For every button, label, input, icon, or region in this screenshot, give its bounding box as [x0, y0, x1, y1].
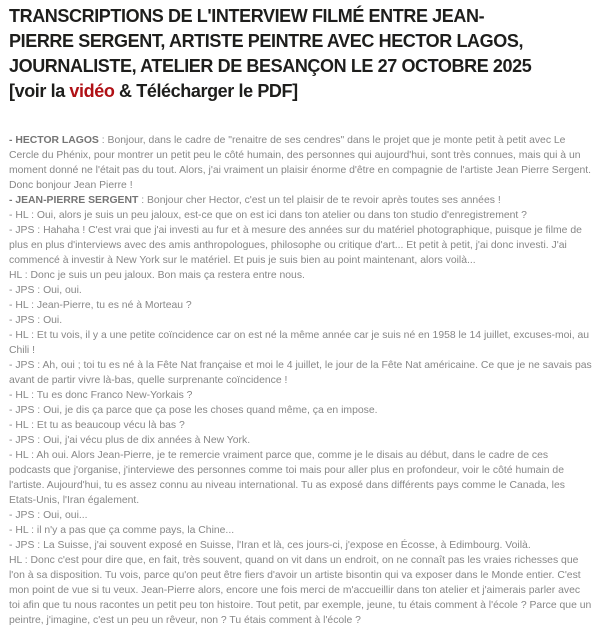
utterance-text: - HL : Jean-Pierre, tu es né à Morteau ?	[9, 300, 192, 311]
link-line-close-bracket: ]	[292, 81, 298, 101]
utterance-text: HL : Donc je suis un peu jaloux. Bon mais ça restera entre nous.	[9, 270, 305, 281]
transcript-paragraph	[9, 268, 592, 283]
title-links-line	[9, 79, 592, 104]
transcript-paragraph	[9, 358, 592, 388]
utterance-text: - JPS : Oui, j'ai vécu plus de dix années à New York.	[9, 435, 251, 446]
transcript-paragraph	[9, 448, 592, 508]
utterance-text: - JPS : Oui.	[9, 315, 63, 326]
page-title	[9, 4, 592, 79]
video-link[interactable]: vidéo	[69, 81, 115, 101]
utterance-text: - HL : Tu es donc Franco New-Yorkais ?	[9, 390, 193, 401]
transcript-paragraph	[9, 328, 592, 358]
transcript-paragraph	[9, 403, 592, 418]
title-line-3: JOURNALISTE, ATELIER DE BESANÇON LE 27 OCTOBRE 2025	[9, 56, 532, 76]
transcript-paragraph	[9, 193, 592, 208]
utterance-text: - HL : il n'y a pas que ça comme pays, la Chine...	[9, 525, 235, 536]
title-line-1: TRANSCRIPTIONS DE L'INTERVIEW FILMÉ ENTRE JEAN-	[9, 6, 485, 26]
transcript-paragraph	[9, 133, 592, 193]
download-pdf-link[interactable]: Télécharger le PDF	[136, 81, 293, 101]
speaker-name: - HECTOR LAGOS	[9, 135, 99, 146]
utterance-text: - JPS : Ah, oui ; toi tu es né à la Fête Nat française et moi le 4 juillet, le jour de la Fête Nat américaine. Ce que je ne savais pas avant de partir vivre là-bas, quelle surprenante coïncidence !	[9, 360, 592, 386]
page-header	[9, 4, 592, 104]
transcript-body	[9, 133, 592, 628]
speaker-name: - JEAN-PIERRE SERGENT	[9, 195, 139, 206]
transcript-paragraph	[9, 208, 592, 223]
utterance-text: - HL : Et tu vois, il y a une petite coïncidence car on est né la même année car je suis né en 1958 le 14 juillet, excuses-moi, au Chili !	[9, 330, 590, 356]
utterance-text: - JPS : Oui, oui...	[9, 510, 88, 521]
title-line-2: PIERRE SERGENT, ARTISTE PEINTRE AVEC HECTOR LAGOS,	[9, 31, 524, 51]
transcript-paragraph	[9, 313, 592, 328]
transcript-paragraph	[9, 388, 592, 403]
link-line-ampersand: &	[114, 81, 137, 101]
link-line-open-bracket: [voir la	[9, 81, 70, 101]
transcript-paragraph	[9, 223, 592, 268]
utterance-text: : Bonjour cher Hector, c'est un tel plaisir de te revoir après toutes ses années !	[138, 195, 501, 206]
utterance-text: - JPS : La Suisse, j'ai souvent exposé en Suisse, l'Iran et là, ces jours-ci, j'expose en Écosse, à Edimbourg. Voilà.	[9, 540, 531, 551]
utterance-text: - HL : Ah oui. Alors Jean-Pierre, je te remercie vraiment parce que, comme je le disais au début, dans le cadre de ces podcasts que j'organise, j'interviewe des personnes comme toi mais pour aller plus en profondeur, voir le côté humain de l'artiste. Aujourd'hui, tu es assez connu au niveau international. Tu as exposé dans différents pays comme le Canada, les Etats-Unis, l'Iran également.	[9, 450, 565, 506]
transcript-paragraph	[9, 538, 592, 553]
utterance-text: - JPS : Oui, je dis ça parce que ça pose les choses quand même, ça en impose.	[9, 405, 378, 416]
transcript-paragraph	[9, 298, 592, 313]
transcript-paragraph	[9, 433, 592, 448]
utterance-text: HL : Donc c'est pour dire que, en fait, très souvent, quand on vit dans un endroit, on ne connaît pas les vraies richesses que l'on à sa disposition. Tu vois, parce qu'on peut être fiers d'avoir un artiste bisontin qui va exposer dans le Monde entier. C'est mon point de vue si tu veux. Jean-Pierre alors, encore une fois merci de m'accueillir dans ton atelier et j'aimerais parler avec toi afin que tu nous racontes un petit peu ton histoire. Tout petit, par exemple, jeune, tu étais comment à l'école ? Parce que un peintre, j'imagine, c'est un peu un rêveur, non ? Tu étais comment à l'école ?	[9, 555, 592, 626]
transcript-paragraph	[9, 523, 592, 538]
utterance-text: : Bonjour, dans le cadre de "renaitre de ses cendres" dans le projet que je monte petit à petit avec Le Cercle du Phénix, pour montrer un petit peu le côté humain, des personnes qui aujourd'hui, sont très connues, mais qui à un moment donné ne l'était pas du tout. Alors, j'ai vraiment un plaisir énorme d'être en compagnie de l'artiste Jean Pierre Sergent. Donc bonjour Jean Pierre !	[9, 135, 592, 191]
utterance-text: - JPS : Oui, oui.	[9, 285, 82, 296]
utterance-text: - HL : Oui, alors je suis un peu jaloux, est-ce que on est ici dans ton atelier ou dans ton studio d'enregistrement ?	[9, 210, 527, 221]
utterance-text: - HL : Et tu as beaucoup vécu là bas ?	[9, 420, 185, 431]
transcript-paragraph	[9, 508, 592, 523]
transcript-paragraph	[9, 553, 592, 628]
utterance-text: - JPS : Hahaha ! C'est vrai que j'ai investi au fur et à mesure des années sur du matériel photographique, puisque je filme de plus en plus d'interviews avec des amis anthropologues, philosophe ou critique d'art... Et petit à petit, j'ai donc investi. J'ai commencé à investir à New York sur le matériel. Et puis je suis bien au point maintenant, alors voilà...	[9, 225, 582, 266]
transcript-paragraph	[9, 418, 592, 433]
transcript-paragraph	[9, 283, 592, 298]
